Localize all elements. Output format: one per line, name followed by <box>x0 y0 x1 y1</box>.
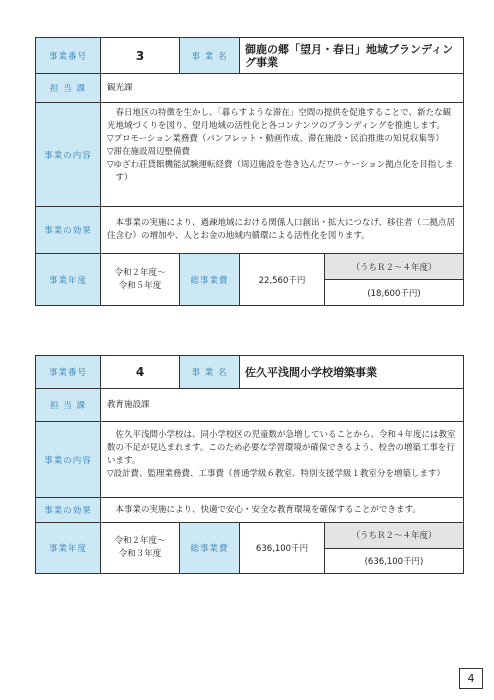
content-bullet: ▽ゆざわ荘貸館機能試験運転経費（周辺施設を巻き込んだワーケーション拠点化を目指します） <box>107 160 454 183</box>
header-row <box>36 38 463 74</box>
department-label: 担 当 課 <box>36 74 101 102</box>
sub-cost-value: (636,100千円) <box>364 556 424 567</box>
total-cost: 636,100千円 <box>240 523 325 573</box>
content-bullet: ▽プロモーション業務費（パンフレット・動画作成、滞在施設・民泊推進の知見収集等） <box>107 134 444 144</box>
year-start: 令和２年度～ <box>114 267 166 278</box>
department-label: 担 当 課 <box>36 389 101 421</box>
project-name-label: 事 業 名 <box>180 356 240 388</box>
year-label: 事業年度 <box>36 254 101 305</box>
content-row <box>36 422 463 498</box>
project-number-label: 事業番号 <box>36 356 101 388</box>
project-number: 4 <box>101 356 180 388</box>
sub-cost-label: （うちＲ２～４年度） <box>325 523 463 549</box>
cost-label: 総事業費 <box>180 523 240 573</box>
project-card-4 <box>35 355 464 574</box>
effect-label: 事業の効果 <box>36 207 101 253</box>
project-number: 3 <box>101 38 180 73</box>
effect-label: 事業の効果 <box>36 498 101 522</box>
content-bullet: ▽滞在施設周辺整備費 <box>107 147 191 157</box>
project-card-3 <box>35 37 464 306</box>
year-range <box>101 523 180 573</box>
content-row <box>36 103 463 207</box>
year-cost-row <box>36 523 463 573</box>
cost-label: 総事業費 <box>180 254 240 305</box>
year-label: 事業年度 <box>36 523 101 573</box>
project-name-label: 事 業 名 <box>180 38 240 73</box>
effect-paragraph: 本事業の実施により、快適で安心・安全な教育環境を確保することができます。 <box>115 504 421 515</box>
project-name: 佐久平浅間小学校増築事業 <box>245 365 377 379</box>
project-number-label: 事業番号 <box>36 38 101 73</box>
department-row <box>36 74 463 103</box>
effect-row <box>36 498 463 523</box>
content-paragraph: 佐久平浅間小学校は、同小学校区の児童数が急増していることから、令和４年度には教室数の不足が見込まれます。このため必要な学習環境が確保できるよう、校舎の増築工事を行います。 <box>107 430 456 466</box>
year-end: 令和５年度 <box>118 280 162 291</box>
content-bullet: ▽設計費、監理業務費、工事費（普通学級６教室、特別支援学級１教室分を増築します） <box>107 469 446 479</box>
page-number: 4 <box>459 668 483 689</box>
sub-cost-value: (18,600千円) <box>367 288 421 299</box>
year-start: 令和２年度～ <box>114 536 166 546</box>
sub-cost-label: （うちＲ２～４年度） <box>325 254 463 280</box>
effect-text <box>101 498 463 522</box>
department-row <box>36 389 463 422</box>
effect-text <box>101 207 463 253</box>
content-text <box>101 422 463 497</box>
year-end: 令和３年度 <box>118 549 162 559</box>
department-value: 教育施設課 <box>107 399 150 410</box>
sub-cost-box <box>325 523 463 573</box>
effect-paragraph: 本事業の実施により、過疎地域における関係人口創出・拡大につなげ、移住者（二拠点居住含む）の増加や、人とお金の地域内循環による活性化を図ります。 <box>107 218 455 241</box>
content-label: 事業の内容 <box>36 422 101 497</box>
year-range <box>101 254 180 305</box>
header-row <box>36 356 463 389</box>
project-name: 御鹿の郷「望月・春日」地域ブランディング事業 <box>245 42 454 69</box>
content-label: 事業の内容 <box>36 103 101 206</box>
effect-row <box>36 207 463 254</box>
total-cost: 22,560千円 <box>240 254 325 305</box>
content-paragraph: 春日地区の特徴を生かし、「暮らすような滞在」空間の提供を促進することで、新たな観光地域づくりを図り、望月地域の活性化と各コンテンツのブランディングを推進します。 <box>107 108 452 131</box>
content-text <box>101 103 463 206</box>
year-cost-row <box>36 254 463 305</box>
sub-cost-box <box>325 254 463 305</box>
department-value: 観光課 <box>107 82 133 93</box>
